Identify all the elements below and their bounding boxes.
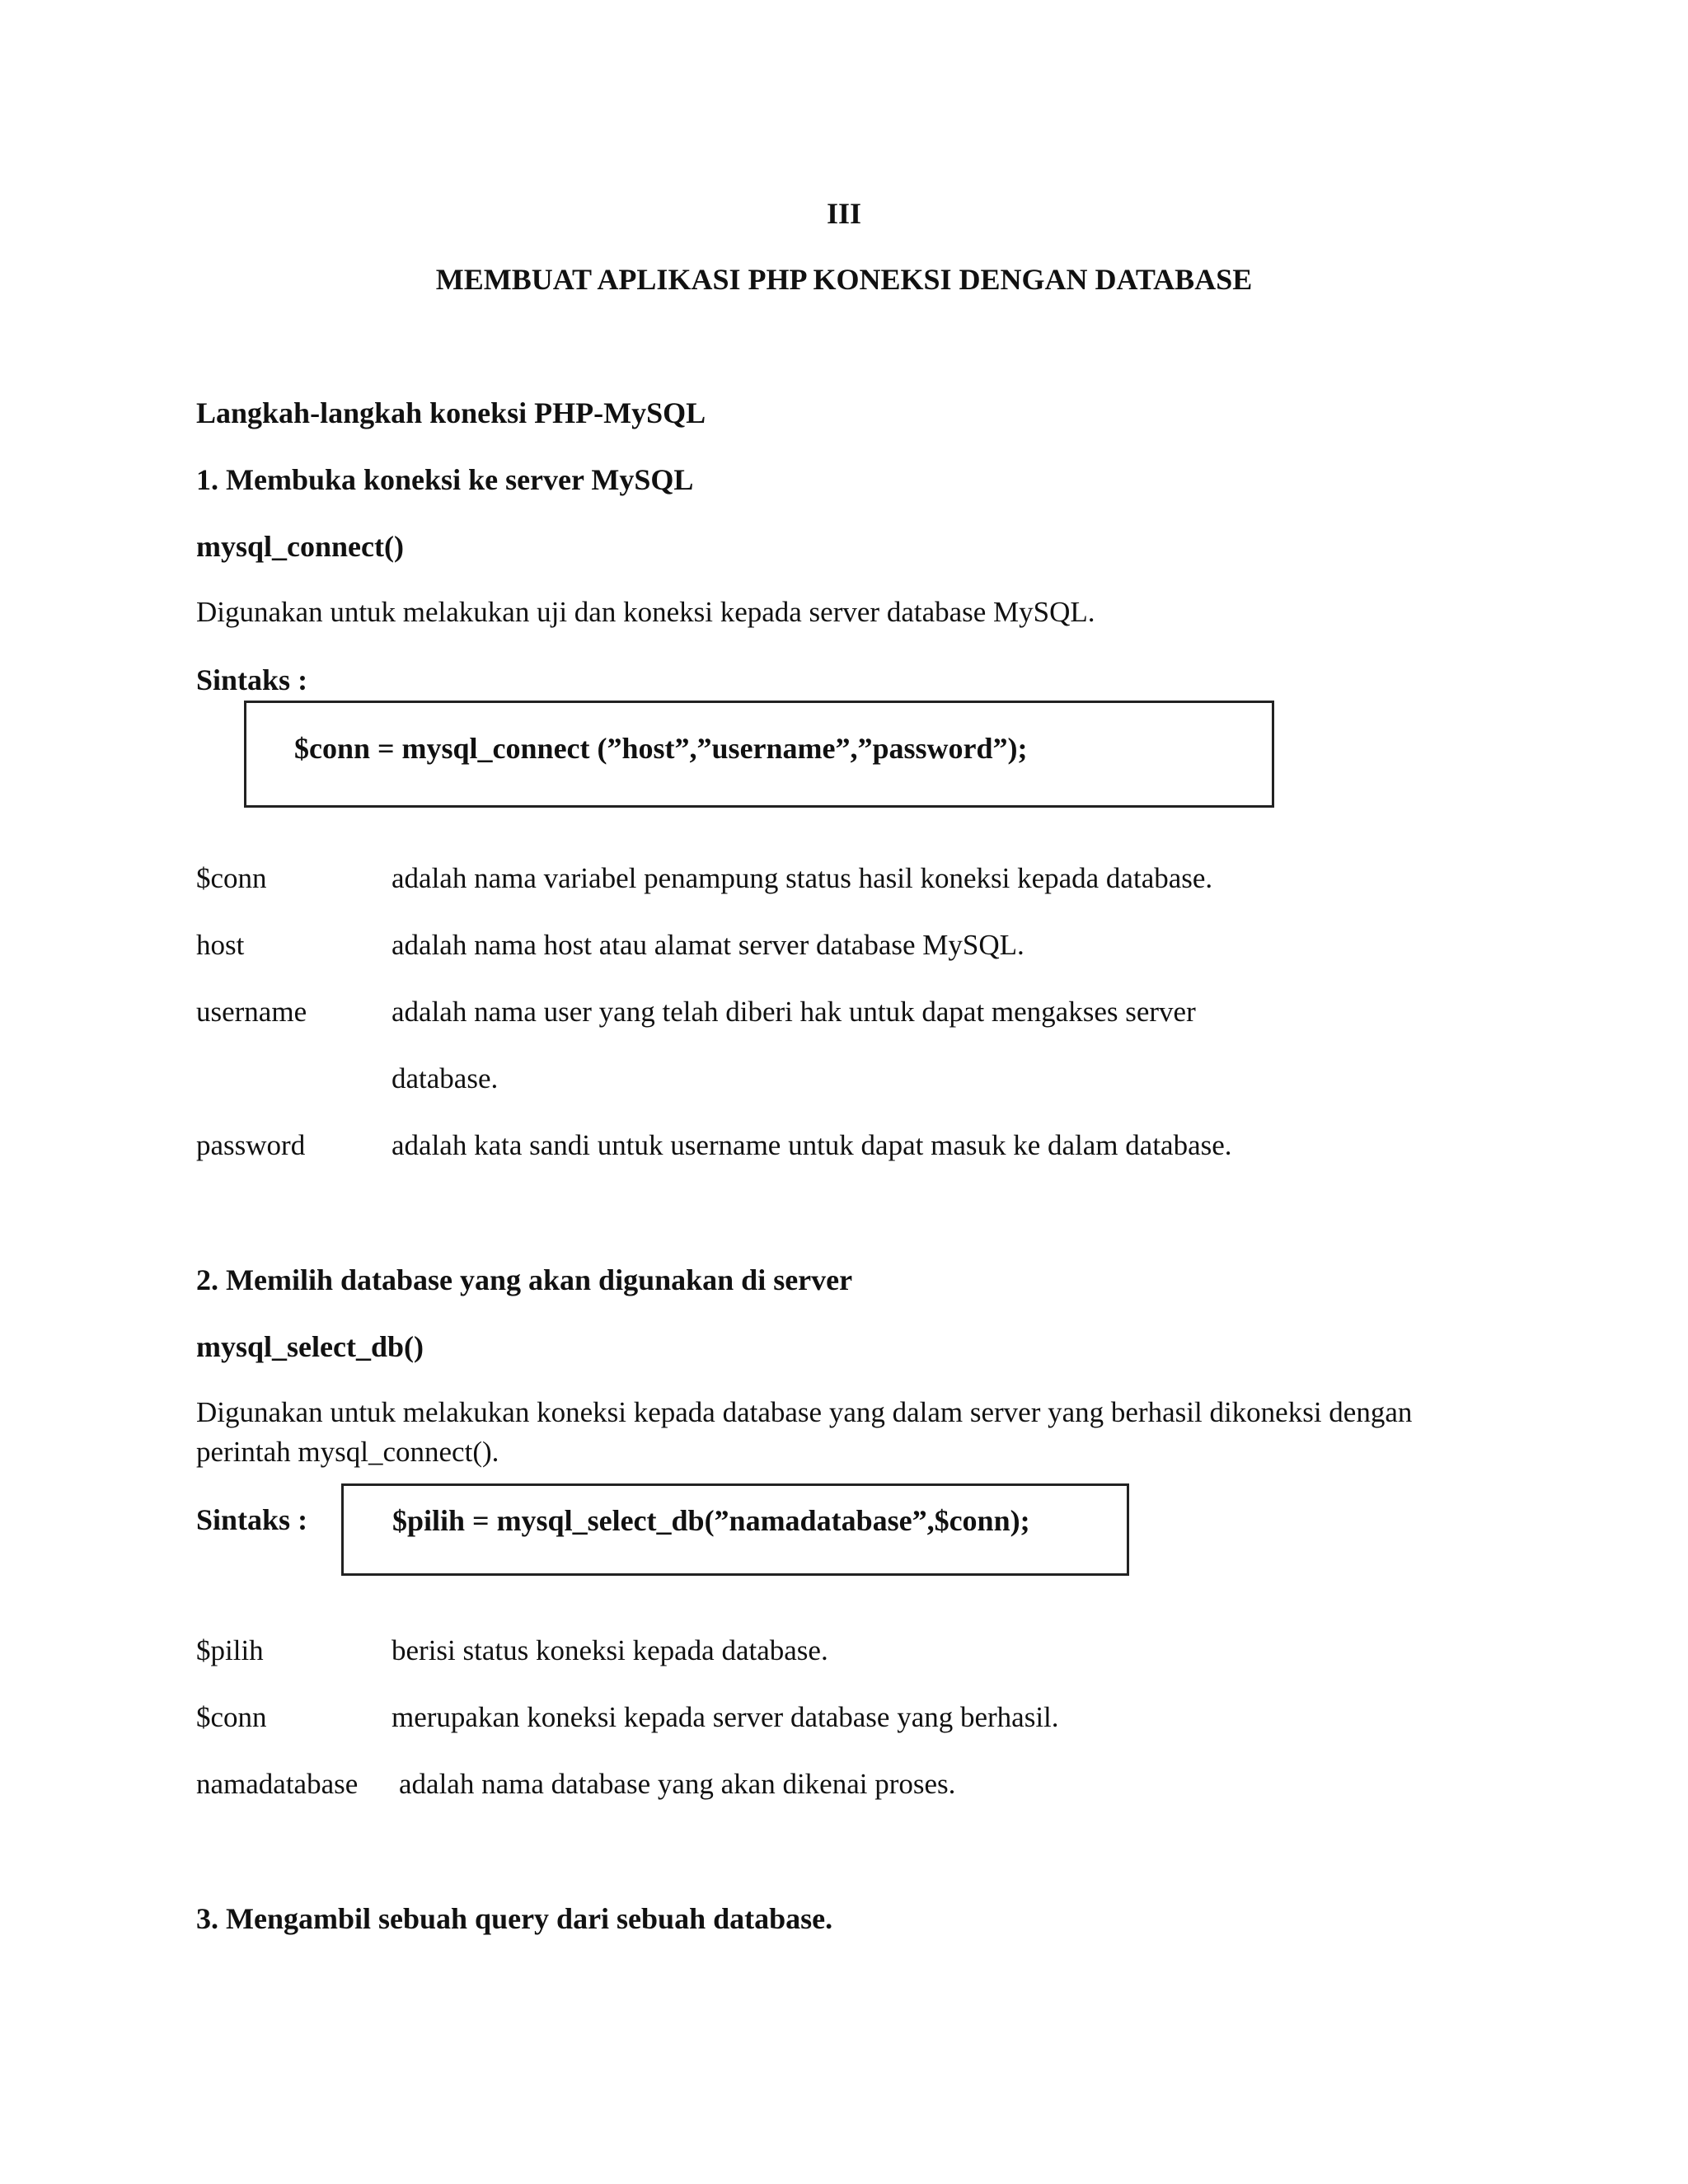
section2-description-line2: perintah mysql_connect(). [196,1436,499,1468]
section2-heading: 2. Memilih database yang akan digunakan di server [196,1263,853,1296]
section1-description: Digunakan untuk melakukan uji dan koneksi kepada server database MySQL. [196,596,1095,628]
param-term: $pilih [196,1634,264,1666]
param-desc: adalah nama variabel penampung status hasil koneksi kepada database. [392,862,1213,894]
param-desc: adalah nama database yang akan dikenai proses. [399,1768,956,1800]
param-term: $conn [196,1701,267,1733]
section2-syntax-box [341,1483,1129,1576]
section1-syntax-code: $conn = mysql_connect (”host”,”username”,”password”); [294,732,1028,765]
param-term: username [196,996,307,1028]
section2-syntax-label: Sintaks : [196,1503,308,1536]
section2-syntax-code: $pilih = mysql_select_db(”namadatabase”,$conn); [392,1504,1030,1537]
section3-heading: 3. Mengambil sebuah query dari sebuah database. [196,1902,833,1935]
param-desc: adalah nama user yang telah diberi hak untuk dapat mengakses server [392,996,1196,1028]
section1-function-name: mysql_connect() [196,530,404,563]
intro-heading: Langkah-langkah koneksi PHP-MySQL [196,396,706,429]
section1-syntax-label: Sintaks : [196,663,308,696]
param-term: host [196,929,245,961]
param-desc: merupakan koneksi kepada server database yang berhasil. [392,1701,1059,1733]
section1-heading: 1. Membuka koneksi ke server MySQL [196,463,694,496]
param-desc-continued: database. [392,1062,499,1094]
param-desc: berisi status koneksi kepada database. [392,1634,828,1666]
section1-syntax-box [244,701,1274,808]
param-term: password [196,1129,306,1161]
chapter-title: MEMBUAT APLIKASI PHP KONEKSI DENGAN DATABASE [435,263,1253,296]
param-desc: adalah nama host atau alamat server database MySQL. [392,929,1025,961]
param-term: $conn [196,862,267,894]
chapter-number: III [826,197,862,230]
section2-function-name: mysql_select_db() [196,1330,424,1363]
section2-description-line1: Digunakan untuk melakukan koneksi kepada database yang dalam server yang berhasil dikoneksi dengan [196,1396,1413,1428]
param-term: namadatabase [196,1768,359,1800]
param-desc: adalah kata sandi untuk username untuk dapat masuk ke dalam database. [392,1129,1232,1161]
